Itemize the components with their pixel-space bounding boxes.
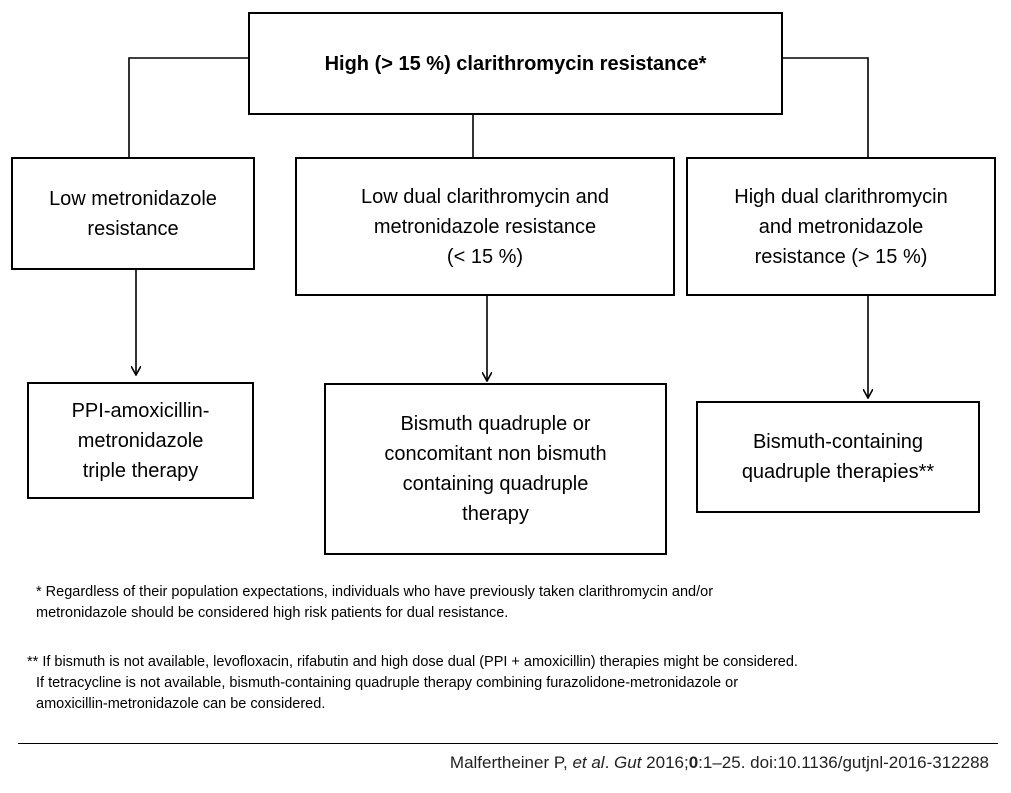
- top-decision-label: High (> 15 %) clarithromycin resistance*: [324, 52, 707, 75]
- connector-top-to-right: [782, 58, 868, 157]
- citation: [450, 753, 989, 773]
- citation-dot: .: [604, 753, 615, 772]
- citation-year: 2016;: [641, 753, 689, 772]
- therapy-line: metronidazole: [77, 429, 204, 452]
- condition-line: metronidazole resistance: [373, 215, 597, 238]
- therapy-box-bismuth-or-concomitant: [324, 383, 667, 555]
- condition-line: Low metronidazole: [49, 187, 217, 210]
- footnote-single-asterisk: [36, 582, 713, 624]
- therapy-line: PPI-amoxicillin-: [71, 399, 210, 422]
- citation-journal: Gut: [614, 753, 642, 772]
- footnote-line: If tetracycline is not available, bismuth-containing quadruple therapy combining furazolidone-metronidazole or: [36, 675, 739, 691]
- footnote-line: * Regardless of their population expectations, individuals who have previously taken clarithromycin and/or: [36, 584, 714, 600]
- therapy-line: therapy: [462, 503, 529, 525]
- condition-line: resistance (> 15 %): [754, 245, 928, 268]
- condition-line: and metronidazole: [758, 215, 924, 238]
- condition-box-high-dual: [686, 157, 996, 296]
- therapy-box-triple: [27, 382, 254, 499]
- condition-line: (< 15 %): [446, 245, 524, 268]
- therapy-line: Bismuth-containing: [752, 431, 924, 453]
- condition-line: Low dual clarithromycin and: [361, 185, 609, 208]
- footnote-double-asterisk: [27, 652, 798, 715]
- condition-box-low-metronidazole: [11, 157, 255, 270]
- citation-volume: 0: [688, 753, 699, 772]
- condition-box-low-dual: [295, 157, 675, 296]
- citation-rest: :1–25. doi:10.1136/gutjnl-2016-312288: [698, 753, 989, 772]
- top-decision-box: [248, 12, 783, 115]
- footnote-line: metronidazole should be considered high risk patients for dual resistance.: [36, 605, 509, 621]
- therapy-line: quadruple therapies**: [741, 461, 935, 483]
- footer-divider: [18, 743, 998, 744]
- footnote-line: ** If bismuth is not available, levofloxacin, rifabutin and high dose dual (PPI + amoxicillin) therapies might be considered.: [27, 654, 798, 670]
- connector-top-to-left: [129, 58, 248, 157]
- therapy-line: concomitant non bismuth: [384, 443, 607, 465]
- therapy-line: triple therapy: [82, 459, 199, 482]
- citation-author: Malfertheiner P,: [449, 753, 573, 772]
- footnote-line: amoxicillin-metronidazole can be considered.: [36, 696, 326, 712]
- citation-etal: et al: [572, 753, 605, 772]
- therapy-line: Bismuth quadruple or: [400, 413, 591, 435]
- therapy-box-bismuth-containing: [696, 401, 980, 513]
- condition-line: resistance: [87, 217, 179, 240]
- condition-line: High dual clarithromycin: [734, 185, 948, 208]
- therapy-line: containing quadruple: [402, 473, 589, 495]
